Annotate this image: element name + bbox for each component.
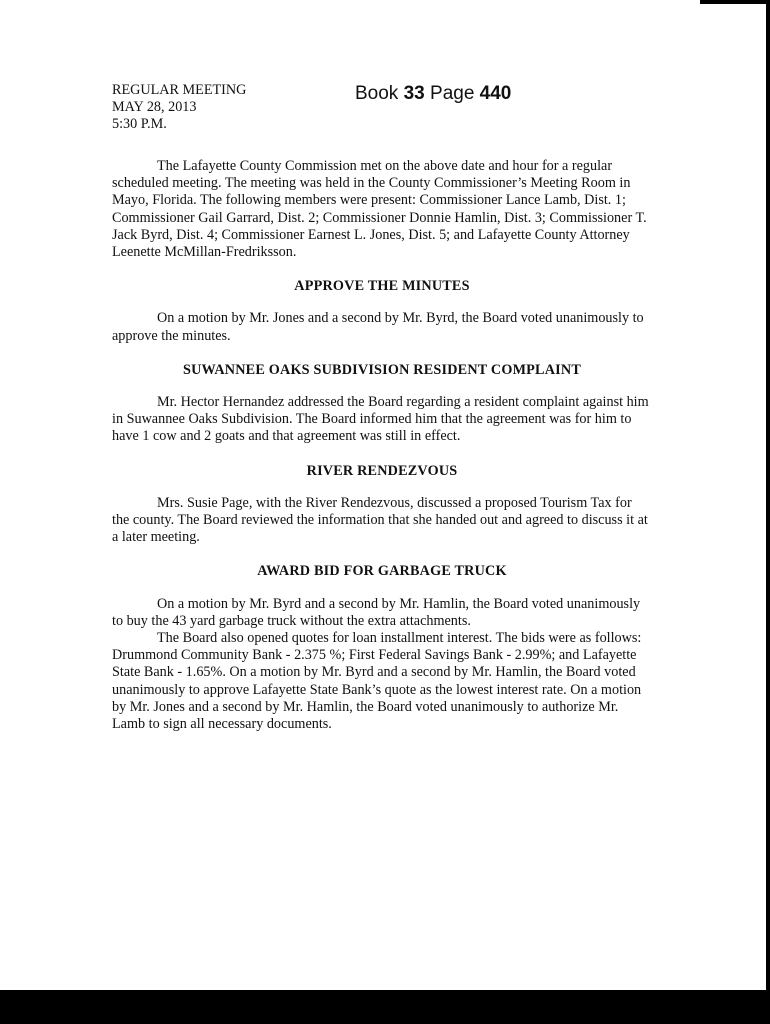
section-paragraph: On a motion by Mr. Jones and a second by Mr. Byrd, the Board voted unanimously to approve the minutes.	[112, 310, 644, 344]
section-paragraph: Mrs. Susie Page, with the River Rendezvous, discussed a proposed Tourism Tax for the county. The Board reviewed the information that she handed out and agreed to discuss it at a later meeting.	[112, 494, 648, 546]
section-heading: RIVER RENDEZVOUS	[306, 462, 458, 479]
book-prefix: Book	[355, 83, 399, 104]
section-heading: AWARD BID FOR GARBAGE TRUCK	[257, 563, 507, 580]
minutes-page	[112, 82, 652, 733]
scan-edge-bottom	[0, 990, 770, 1024]
page-number: 440	[479, 83, 512, 104]
section-garbage-truck-bid	[112, 563, 652, 733]
page-prefix: Page	[430, 83, 475, 104]
meeting-date: MAY 28, 2013	[112, 99, 197, 116]
section-river-rendezvous	[112, 463, 652, 547]
meeting-time: 5:30 P.M.	[112, 116, 167, 133]
intro-paragraph: The Lafayette County Commission met on the above date and hour for a regular scheduled meeting. The meeting was held in the County Commissioner’s Meeting Room in Mayo, Florida. The following members were present: Commissioner Lance Lamb, Dist. 1; Commissioner Gail Garrard, Dist. 2; Commissioner Donnie Hamlin, Dist. 3; Commissioner T. Jack Byrd, Dist. 4; Commissioner Earnest L. Jones, Dist. 5; and Lafayette County Attorney Leenette McMillan-Fredriksson.	[112, 158, 647, 261]
section-paragraph: The Board also opened quotes for loan installment interest. The bids were as follows: Drummond Community Bank - 2.375 %; First Federal Savings Bank - 2.99%; and Lafayette State Bank - 1.65%. On a motion by Mr. Byrd and a second by Mr. Hamlin, the Board voted unanimously to approve Lafayette State Bank’s quote as the lowest interest rate. On a motion by Mr. Jones and a second by Mr. Hamlin, the Board voted unanimously to authorize Mr. Lamb to sign all necessary documents.	[112, 630, 642, 733]
section-paragraph: Mr. Hector Hernandez addressed the Board regarding a resident complaint against him in Suwannee Oaks Subdivision. The Board informed him that the agreement was for him to have 1 cow and 2 goats and that agreement was still in effect.	[112, 394, 649, 445]
meeting-type: REGULAR MEETING	[112, 82, 247, 98]
book-page-reference	[355, 82, 511, 106]
section-paragraph: On a motion by Mr. Byrd and a second by Mr. Hamlin, the Board voted unanimously to buy the 43 yard garbage truck without the extra attachments.	[112, 595, 641, 629]
section-approve-minutes	[112, 278, 652, 345]
book-number: 33	[403, 83, 425, 104]
scan-edge-top	[700, 0, 770, 4]
section-heading: SUWANNEE OAKS SUBDIVISION RESIDENT COMPLAINT	[183, 361, 581, 378]
scan-edge-right	[766, 0, 770, 990]
section-resident-complaint	[112, 362, 652, 446]
meeting-header	[112, 82, 652, 138]
section-heading: APPROVE THE MINUTES	[294, 278, 470, 295]
